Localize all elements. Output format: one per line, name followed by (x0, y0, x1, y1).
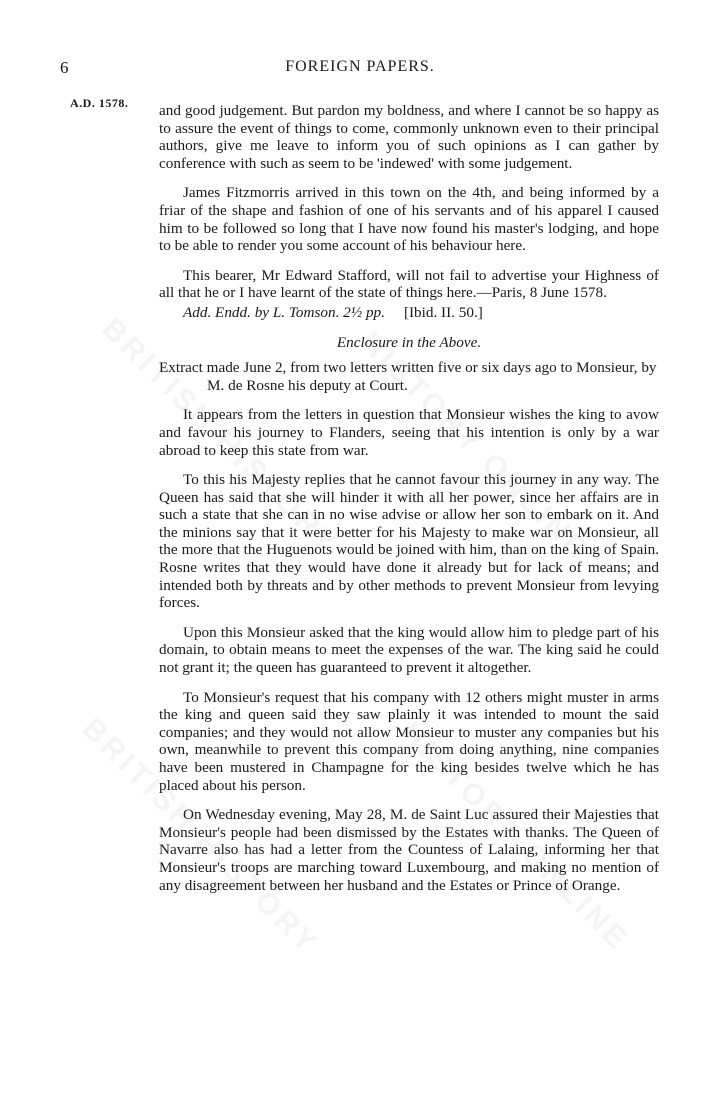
enclosure-paragraph: Upon this Monsieur asked that the king would allow him to pledge part of his domain, to obtain means to meet the expenses of the war. The king said he could not grant it; the queen has guaranteed to prevent it altogether. (159, 623, 659, 677)
letter-paragraph: This bearer, Mr Edward Stafford, will not fail to advertise your Highness of all that he or I have learnt of the state of things here.—Paris, 8 June 1578. (159, 266, 659, 302)
page-number: 6 (60, 58, 69, 77)
letter-paragraph: and good judgement. But pardon my boldness, and where I cannot be so happy as to assure the event of things to come, commonly unknown even to their principal authors, give me leave to inform you of such opinions as I can gather by conference with such as seem to be 'indewed' with some judgement. (159, 102, 659, 172)
document-body (159, 102, 659, 906)
margin-date: A.D. 1578. (70, 96, 129, 110)
enclosure-paragraph: It appears from the letters in question that Monsieur wishes the king to avow and favour his journey to Flanders, seeing that his intention is only by a war abroad to keep this state from war. (159, 406, 659, 459)
letter-paragraph: James Fitzmorris arrived in this town on the 4th, and being informed by a friar of the shape and fashion of one of his servants and of his apparel I caused him to be followed so long that I have now found his master's lodging, and hope to be able to render you some account of his behaviour here. (159, 184, 659, 255)
archive-reference: [Ibid. II. 50.] (403, 303, 483, 321)
enclosure-heading: Enclosure in the Above. (336, 333, 482, 351)
page-header (60, 58, 660, 80)
enclosure-paragraph: To this his Majesty replies that he cannot favour this journey in any way. The Queen has said that she will hinder it with all her power, since her affairs are in such a state that she can in no wise advise or allow her son to embark on it. And the minions say that it were better for his Majesty to make war on Monsieur, all the more that the Huguenots would be joined with him, than on the king of Spain. Rosne writes that they would have done it already but for lack of means; and intended both by threats and by other methods to prevent Monsieur from levying forces. (159, 471, 659, 612)
endorsement-line (159, 304, 659, 322)
enclosure-paragraph: To Monsieur's request that his company with 12 others might muster in arms the king and queen said they saw plainly it was intended to mount the said companies; and they would not allow Monsieur to muster any companies but his own, meanwhile to prevent this company from doing anything, nine companies have been mustered in Champagne for the king besides twelve which he has placed about his person. (159, 688, 659, 794)
running-head: FOREIGN PAPERS. (285, 58, 435, 75)
enclosure-paragraph: On Wednesday evening, May 28, M. de Saint Luc assured their Majesties that Monsieur's people had been dismissed by the Estates with thanks. The Queen of Navarre also has had a letter from the Countess of Lalaing, informing her that Monsieur's troops are marching toward Luxembourg, and making no mention of any disagreement between her husband and the Estates or Prince of Orange. (159, 806, 659, 894)
endorsement-note: Add. Endd. by L. Tomson. 2½ pp. (183, 303, 385, 321)
extract-caption: Extract made June 2, from two letters written five or six days ago to Monsieur, by M. de Rosne his deputy at Court. (159, 359, 657, 394)
